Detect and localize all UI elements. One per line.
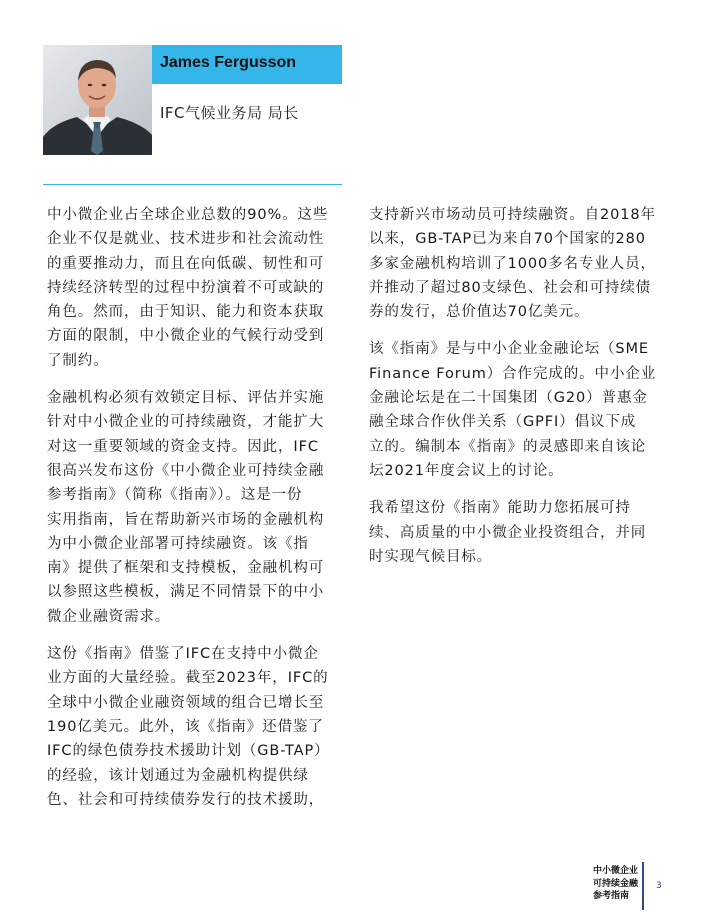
text-line: 金融论坛是在二十国集团（G20）普惠金 bbox=[369, 390, 648, 407]
text-line: 支持新兴市场动员可持续融资。自2018年 bbox=[369, 207, 656, 223]
text-line: 以来，GB-TAP已为来自70个国家的280 bbox=[369, 231, 646, 248]
text-line: 坛2021年度会议上的讨论。 bbox=[369, 462, 564, 479]
text-line: 针对中小微企业的可持续融资，才能扩大 bbox=[47, 414, 325, 431]
paragraph bbox=[47, 203, 347, 373]
text-line: 以参照这些模板，满足不同情景下的中小 bbox=[47, 584, 325, 601]
text-line: 南》提供了框架和支持模板，金融机构可 bbox=[47, 560, 325, 577]
text-line: 色、社会和可持续债券发行的技术援助， bbox=[47, 791, 325, 808]
text-line: 我希望这份《指南》能助力您拓展可持 bbox=[369, 500, 631, 517]
page-number: 3 bbox=[656, 881, 662, 891]
text-line: 为中小微企业部署可持续融资。该《指 bbox=[47, 535, 309, 552]
text-line: 很高兴发布这份《中小微企业可持续金融 bbox=[47, 462, 325, 479]
paragraph bbox=[369, 337, 669, 483]
text-line: 业方面的大量经验。截至2023年，IFC的 bbox=[47, 670, 329, 687]
footer-doc-title bbox=[593, 865, 638, 903]
text-line: 这份《指南》借鉴了IFC在支持中小微企 bbox=[47, 646, 319, 663]
text-line: 方面的限制，中小微企业的气候行动受到 bbox=[47, 328, 325, 345]
text-line: 券的发行，总价值达70亿美元。 bbox=[369, 304, 590, 321]
text-line: 了制约。 bbox=[47, 352, 109, 369]
paragraph bbox=[369, 496, 669, 569]
footer-line: 中小微企业 bbox=[593, 866, 639, 876]
right-column bbox=[369, 203, 669, 582]
footer-line: 参考指南 bbox=[593, 891, 630, 901]
text-line: 续、高质量的中小微企业投资组合，并同 bbox=[369, 524, 647, 541]
footer-line: 可持续金融 bbox=[593, 878, 639, 889]
name-banner bbox=[152, 45, 342, 84]
paragraph bbox=[47, 386, 347, 629]
person-title: IFC气候业务局 局长 bbox=[160, 104, 299, 122]
text-line: 金融机构必须有效锁定目标、评估并实施 bbox=[47, 390, 325, 407]
text-line: 的重要推动力，而且在向低碳、韧性和可 bbox=[47, 255, 325, 272]
text-line: 融全球合作伙伴关系（GPFI）倡议下成 bbox=[369, 414, 637, 431]
footer-divider bbox=[642, 862, 644, 910]
portrait-photo bbox=[43, 45, 152, 155]
portrait-image bbox=[43, 45, 152, 155]
paragraph bbox=[369, 203, 669, 324]
text-line: IFC的绿色债券技术援助计划（GB-TAP） bbox=[47, 743, 330, 760]
text-line: 多家金融机构培训了1000多名专业人员， bbox=[369, 255, 656, 272]
header-divider bbox=[43, 184, 342, 185]
text-line: 并推动了超过80支绿色、社会和可持续债 bbox=[369, 279, 652, 296]
text-line: 企业不仅是就业、技术进步和社会流动性 bbox=[47, 231, 325, 248]
text-line: 的经验，该计划通过为金融机构提供绿 bbox=[47, 767, 309, 784]
text-line: 微企业融资需求。 bbox=[47, 608, 171, 625]
text-line: Finance Forum）合作完成的。中小企业 bbox=[369, 365, 657, 382]
left-column bbox=[47, 203, 347, 825]
text-line: 中小微企业占全球企业总数的90%。这些 bbox=[47, 207, 329, 223]
text-line: 190亿美元。此外，该《指南》还借鉴了 bbox=[47, 718, 324, 735]
text-line: 实用指南，旨在帮助新兴市场的金融机构 bbox=[47, 511, 325, 528]
paragraph bbox=[47, 642, 347, 812]
text-line: 对这一重要领域的资金支持。因此，IFC bbox=[47, 438, 319, 455]
text-line: 全球中小微企业融资领域的组合已增长至 bbox=[47, 694, 325, 711]
text-line: 参考指南》（简称《指南》）。这是一份 bbox=[47, 487, 303, 504]
text-line: 角色。然而，由于知识、能力和资本获取 bbox=[47, 304, 325, 321]
person-name: James Fergusson bbox=[160, 54, 297, 71]
text-line: 时实现气候目标。 bbox=[369, 548, 493, 565]
text-line: 立的。编制本《指南》的灵感即来自该论 bbox=[369, 438, 647, 455]
text-line: 持续经济转型的过程中扮演着不可或缺的 bbox=[47, 279, 325, 296]
text-line: 该《指南》是与中小企业金融论坛（SME bbox=[369, 341, 649, 358]
